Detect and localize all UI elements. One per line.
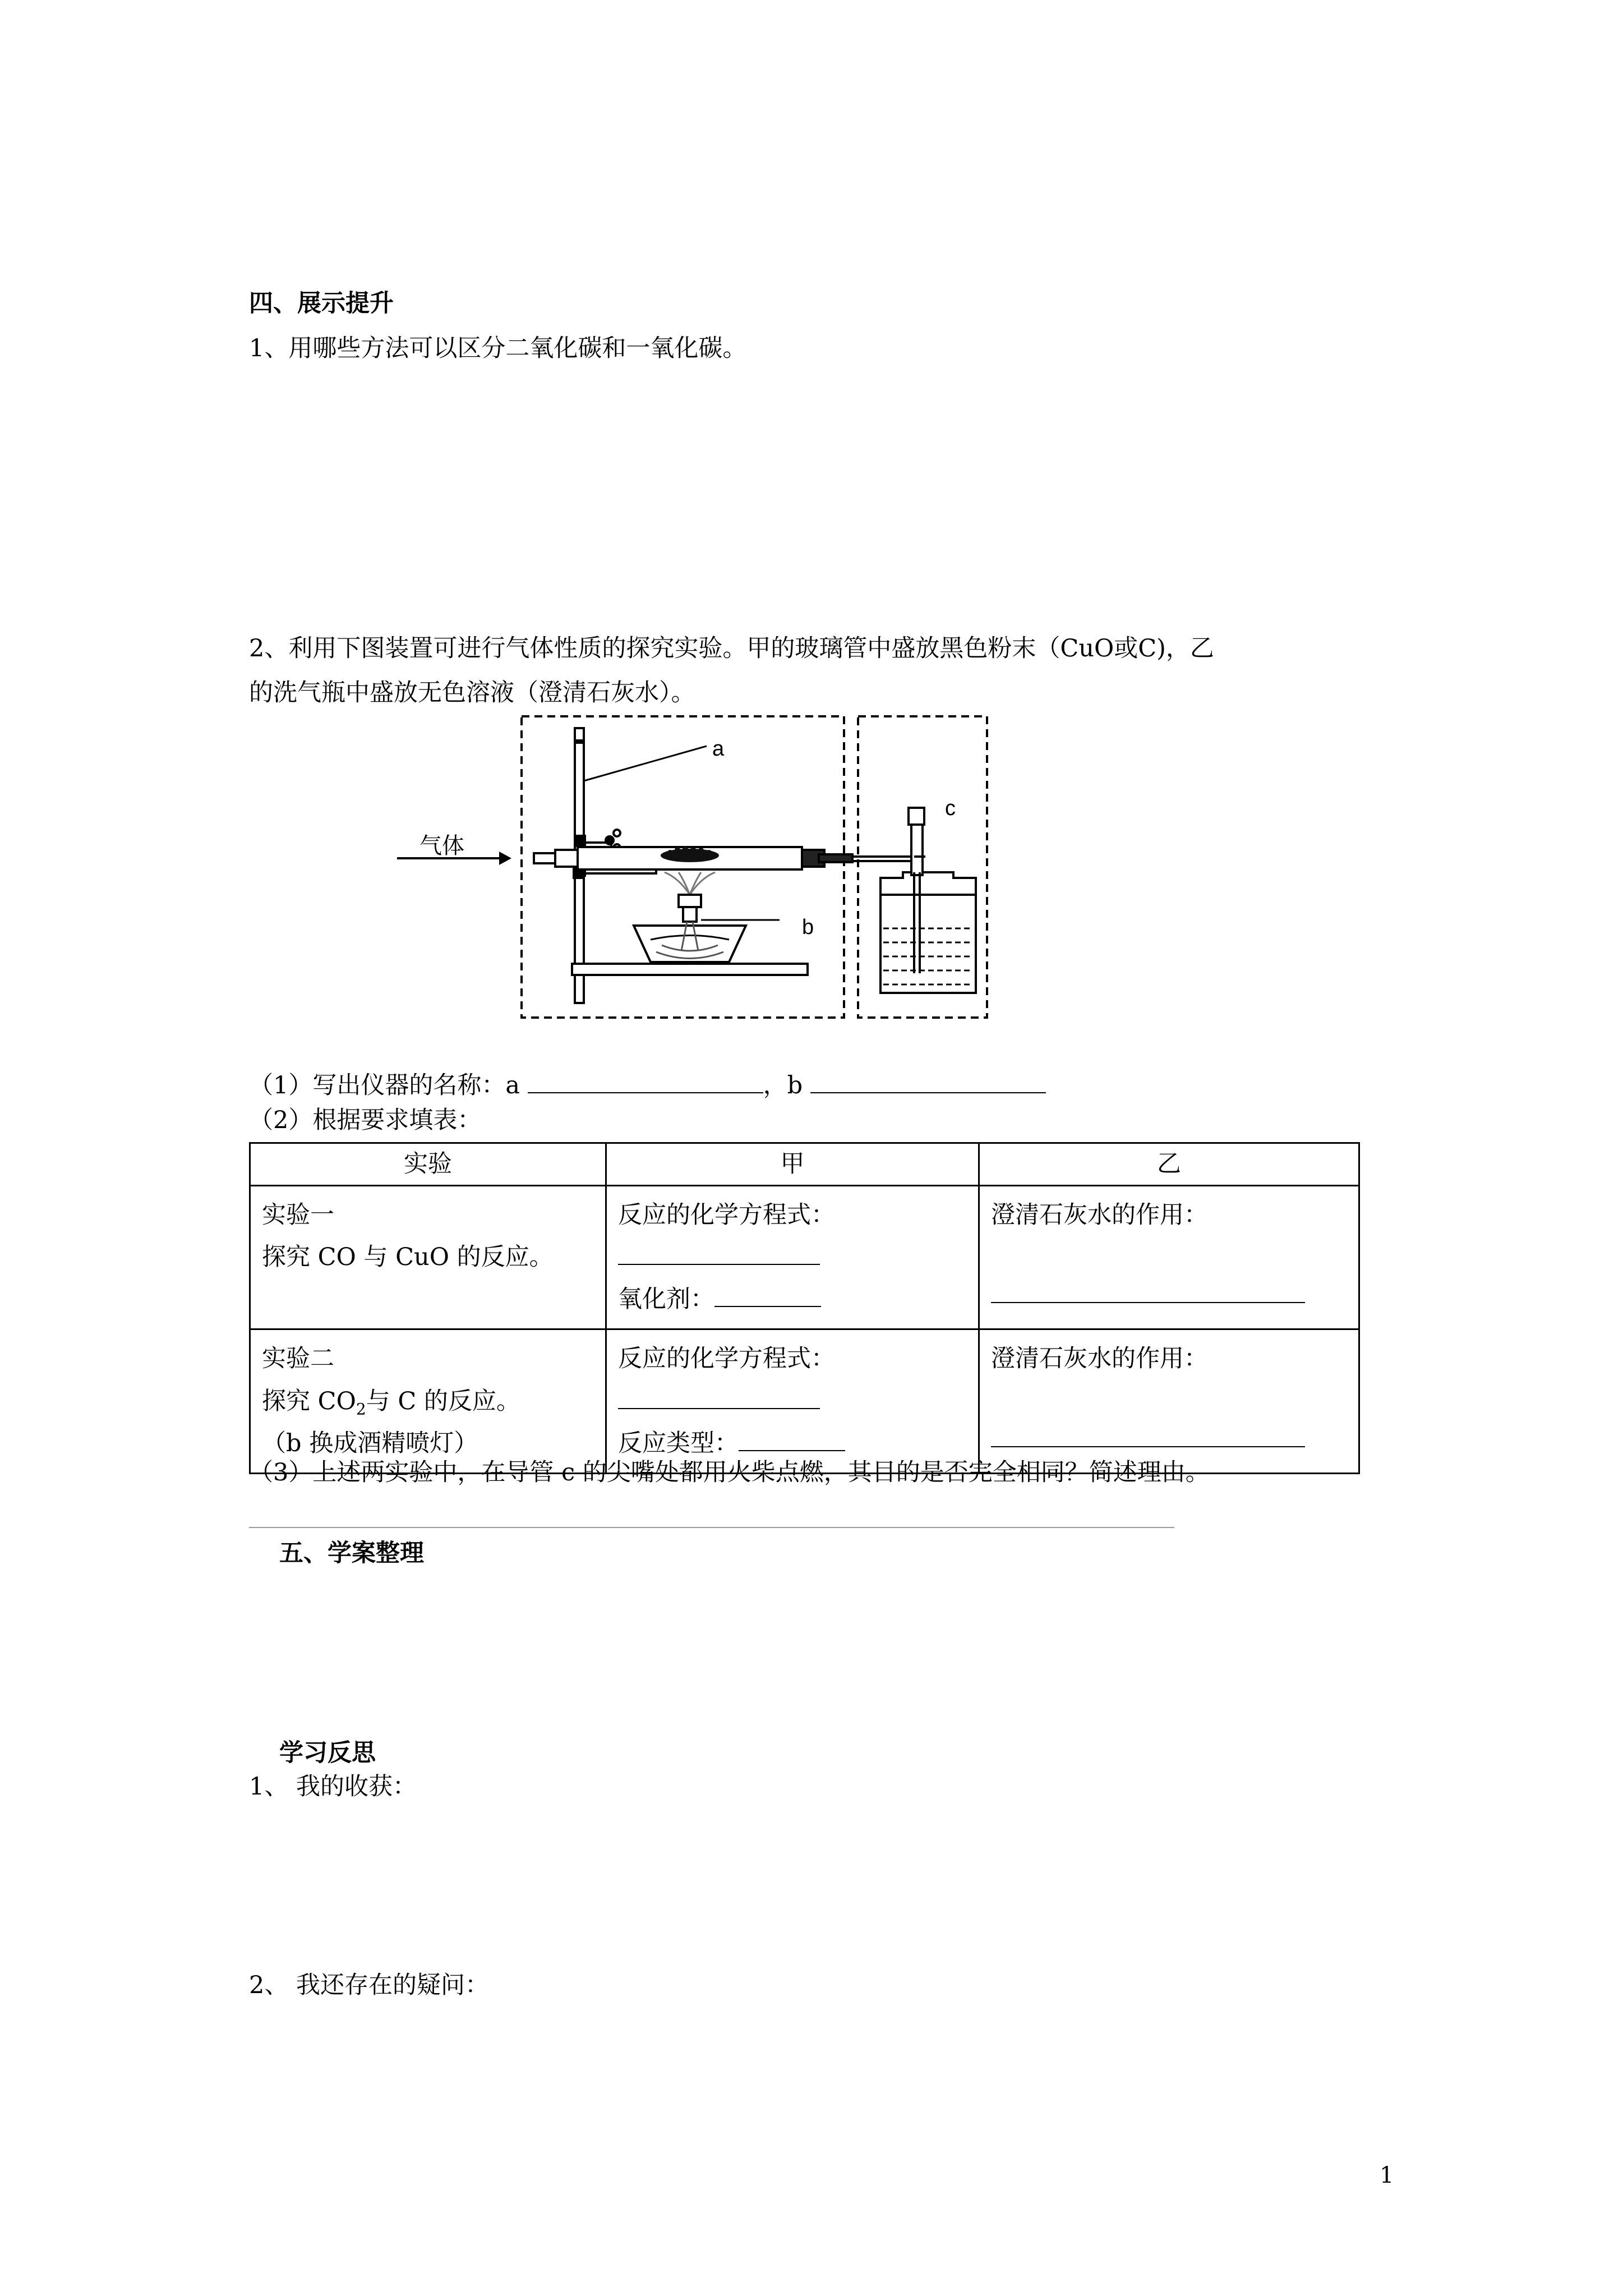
label-a: a xyxy=(712,737,725,761)
table-row xyxy=(250,1329,1359,1474)
row2-reaction-type-blank[interactable] xyxy=(739,1428,845,1451)
row1-jia-cell xyxy=(606,1185,979,1329)
header-experiment: 实验 xyxy=(250,1143,606,1186)
row1-experiment-cell xyxy=(250,1185,606,1329)
row2-limewater-label: 澄清石灰水的作用： xyxy=(991,1345,1208,1373)
row1-equation-label: 反应的化学方程式： xyxy=(618,1200,835,1229)
reflection-title: 学习反思 xyxy=(279,1739,376,1767)
row1-limewater-blank[interactable] xyxy=(991,1280,1305,1303)
leader-line-a xyxy=(584,746,707,781)
row1-oxidant-label: 氧化剂： xyxy=(618,1285,714,1313)
label-c: c xyxy=(945,797,956,820)
row1-equation-blank[interactable] xyxy=(618,1241,820,1265)
row1-yi-cell xyxy=(979,1185,1359,1329)
header-jia: 甲 xyxy=(606,1143,979,1186)
question-2-line2: 的洗气瓶中盛放无色溶液（澄清石灰水）。 xyxy=(249,679,695,707)
subquestion-1 xyxy=(249,1068,1046,1101)
row2-jia-cell xyxy=(606,1329,979,1474)
table-row xyxy=(250,1185,1359,1329)
experiment-table xyxy=(249,1142,1360,1474)
subquestion-2: （2）根据要求填表： xyxy=(249,1106,482,1134)
reflection-item-1: 1、 我的收获： xyxy=(249,1773,417,1801)
header-yi: 乙 xyxy=(979,1143,1359,1186)
answer-blank-a[interactable] xyxy=(528,1068,763,1093)
stand-base xyxy=(572,964,808,975)
row1-desc: 探究 CO 与 CuO 的反应。 xyxy=(262,1243,554,1271)
row2-experiment-cell xyxy=(250,1329,606,1474)
flame xyxy=(665,872,715,895)
subquestion-1-prefix: （1）写出仪器的名称：a xyxy=(249,1071,520,1099)
row2-equation-label: 反应的化学方程式： xyxy=(618,1345,835,1373)
answer-line[interactable] xyxy=(249,1527,1174,1528)
row2-yi-cell xyxy=(979,1329,1359,1474)
row1-oxidant-blank[interactable] xyxy=(714,1283,821,1307)
row2-title: 实验二 xyxy=(262,1345,334,1373)
row1-limewater-label: 澄清石灰水的作用： xyxy=(991,1200,1208,1229)
answer-blank-b[interactable] xyxy=(810,1068,1046,1093)
apparatus-figure xyxy=(387,710,1009,1024)
row2-equation-blank[interactable] xyxy=(618,1386,820,1409)
section5-title: 五、学案整理 xyxy=(279,1539,424,1567)
table-header-row xyxy=(250,1143,1359,1186)
row2-limewater-blank[interactable] xyxy=(991,1424,1305,1447)
row2-reaction-type-label: 反应类型： xyxy=(618,1429,739,1457)
subquestion-3: （3）上述两实验中，在导管 c 的尖嘴处都用火柴点燃，其目的是否完全相同？简述理由。 xyxy=(249,1458,1210,1487)
section4-title: 四、展示提升 xyxy=(249,289,394,318)
subquestion-1-mid: ，b xyxy=(763,1071,803,1099)
connecting-tube xyxy=(852,857,914,861)
question-1: 1、用哪些方法可以区分二氧化碳和一氧化碳。 xyxy=(249,334,747,362)
wash-bottle xyxy=(880,808,976,993)
gas-label: 气体 xyxy=(419,834,464,858)
page-number: 1 xyxy=(1380,2162,1394,2188)
label-b: b xyxy=(802,915,814,939)
row2-desc: 探究 $CO_2$与 C 的反应。 xyxy=(262,1387,520,1419)
row1-title: 实验一 xyxy=(262,1200,334,1229)
alcohol-lamp xyxy=(634,895,746,962)
row2-note: （b 换成酒精喷灯） xyxy=(262,1429,478,1458)
reflection-item-2: 2、 我还存在的疑问： xyxy=(249,1971,490,1999)
question-2-line1: 2、利用下图装置可进行气体性质的探究实验。甲的玻璃管中盛放黑色粉末（CuO或C)，乙 xyxy=(249,634,1214,662)
